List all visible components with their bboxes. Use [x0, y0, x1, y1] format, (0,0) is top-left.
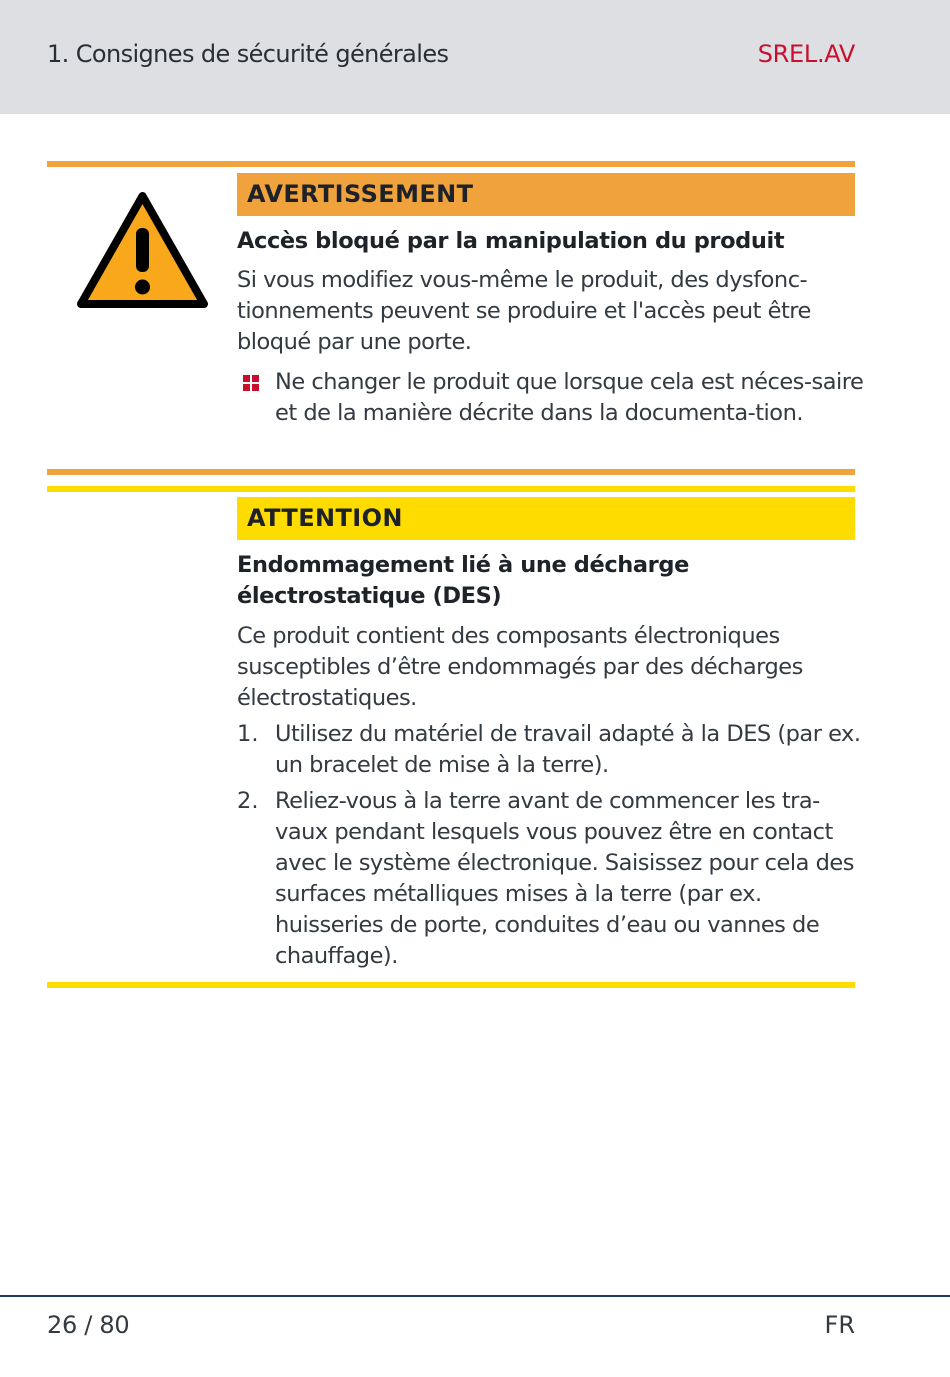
warning-banner: AVERTISSEMENT	[237, 173, 855, 216]
page-header	[0, 0, 950, 114]
step-text: Reliez-vous à la terre avant de commencer les tra-vaux pendant lesquels vous pouvez être en contact avec le système électronique. Saisissez pour cela des surfaces métalliques mises à la terre (par ex. huisseries de porte, conduites d’eau ou vannes de chauffage).	[275, 788, 854, 969]
attention-body: Ce produit contient des composants électroniques susceptibles d’être endommagés par des décharges électrostatiques.	[237, 623, 803, 711]
page-number: 26 / 80	[47, 1311, 130, 1339]
step-number: 1.	[237, 721, 259, 747]
warning-bullet: Ne changer le produit que lorsque cela est néces-saire et de la manière décrite dans la documenta-tion.	[275, 369, 864, 426]
warning-body: Si vous modifiez vous-même le produit, des dysfonc-tionnements peuvent se produire et l'accès peut être bloqué par une porte.	[237, 267, 811, 355]
footer-rule	[0, 1295, 950, 1297]
warning-title: Accès bloqué par la manipulation du produit	[237, 228, 785, 254]
attention-top-rule	[47, 486, 855, 492]
attention-bottom-rule	[47, 982, 855, 988]
warning-bottom-rule	[47, 469, 855, 475]
warning-top-rule	[47, 161, 855, 167]
section-title: 1. Consignes de sécurité générales	[47, 40, 449, 68]
step-text: Utilisez du matériel de travail adapté à la DES (par ex. un bracelet de mise à la terre).	[275, 721, 861, 778]
step-number: 2.	[237, 788, 259, 814]
product-name: SREL.AV	[757, 40, 855, 68]
action-bullet-icon	[243, 375, 259, 391]
language-code: FR	[824, 1311, 855, 1339]
attention-banner: ATTENTION	[237, 497, 855, 540]
warning-triangle-icon	[75, 190, 210, 310]
attention-title: Endommagement lié à une décharge électrostatique (DES)	[237, 552, 689, 609]
